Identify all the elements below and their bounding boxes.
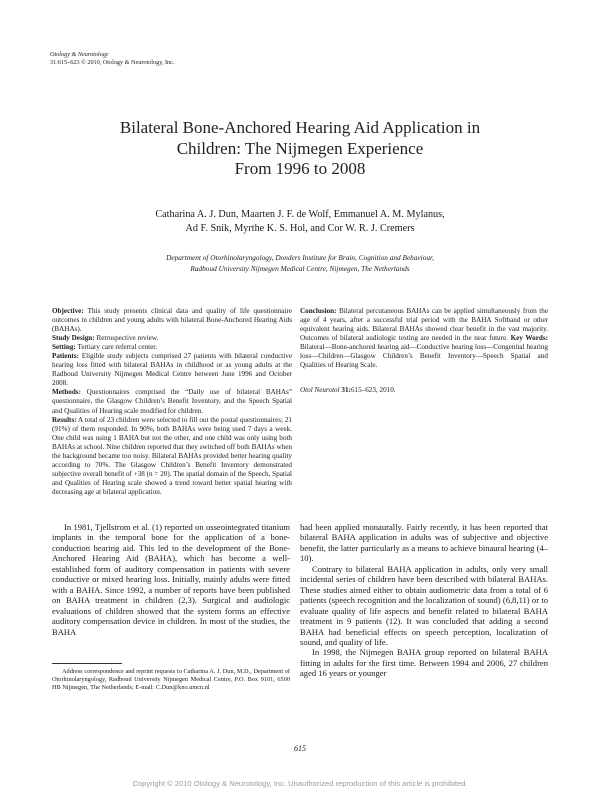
abstract-conclusion	[300, 307, 548, 370]
cite-journal: Otol Neurotol	[300, 386, 340, 395]
body-paragraph: In 1981, Tjellstrom et al. (1) reported on osseointegrated titanium implants in the temporal bone for the application of a bone-conduction hearing aid. This led to the development of the Bone-Anchored Hearing Aid (BAHA), which has become a well-established form of auditory compensation in patients with severe conductive or mixed hearing loss. Initially, mainly adults were fitted with a BAHA. Since 1992, a number of reports have been published on BAHA treatment in children (2,3). Surgical and audiologic evaluations of children showed that the system forms an effective auditory compensation device in children. In most of the studies, the BAHA	[52, 522, 290, 637]
title-line-3: From 1996 to 2008	[234, 159, 366, 178]
copyright-notice: Copyright © 2010 Otology & Neurotology, Inc. Unauthorized reproduction of this article is prohibited.	[132, 779, 468, 788]
patients-text: Eligible study subjects comprised 27 patients with bilateral conductive hearing loss fitted with bilateral BAHAs in childhood or as young adults at the Radboud University Nijmegen Medical Centre between June 1996 and October 2008.	[52, 352, 292, 388]
results-label: Results:	[52, 415, 77, 424]
affiliation-line-1: Department of Otorhinolaryngology, Donders Institute for Brain, Cognition and Behaviour,	[166, 253, 434, 262]
abstract-methods	[52, 388, 292, 415]
conclusion-text: Bilateral percutaneous BAHAs can be applied simultaneously from the age of 4 years, after a successful trial period with the BAHA Softband or other equivalent hearing aids. Bilateral BAHAs showed clear benefit in the vast majority. Outcomes of bilateral audiologic testing are needed in the near future.	[300, 307, 548, 343]
setting-label: Setting:	[52, 343, 76, 352]
journal-header	[50, 51, 174, 66]
journal-citation-line: 31:615–623 © 2010, Otology & Neurotology, Inc.	[50, 58, 175, 66]
objective-label: Objective:	[52, 307, 84, 315]
body-column-left	[52, 522, 290, 637]
body-paragraph: Contrary to bilateral BAHA application in adults, only very small incidental series of children have been described with bilateral BAHAs. These studies aimed either to obtain audiometric data from a total of 6 patients (speech recognition and the localization of sound) (6,8,11) or to evaluate quality of life aspects and benefit related to bilateral BAHA treatment in 9 patients (12). It was concluded that adding a second BAHA had beneficial effects on speech perception, localization of sound, and quality of life.	[300, 563, 548, 647]
abstract-column-left	[52, 307, 292, 497]
abstract-patients	[52, 352, 292, 388]
methods-label: Methods:	[52, 388, 81, 397]
cite-volume: 31:	[341, 386, 351, 395]
design-label: Study Design:	[52, 334, 95, 343]
affiliation	[80, 252, 520, 275]
methods-text: Questionnaires comprised the “Daily use of bilateral BAHAs” questionnaire, the Glasgow Children’s Benefit Inventory, and the Speech Spatial and Qualities of Hearing scale modified for children.	[52, 388, 292, 415]
title-line-2: Children: The Nijmegen Experience	[176, 138, 424, 158]
cite-pages: 615–623, 2010.	[350, 386, 396, 395]
body-column-right	[300, 522, 548, 679]
conclusion-label: Conclusion:	[300, 307, 337, 315]
patients-label: Patients:	[52, 352, 79, 361]
author-list	[90, 208, 510, 236]
abstract-column-right	[300, 307, 548, 395]
article-title	[60, 118, 540, 180]
keywords-text: Bilateral—Bone-anchored hearing aid—Conductive hearing loss—Congenital hearing loss—Children—Glasgow Children’s Benefit Inventory—Speech Spatial and Qualities of Hearing Scale.	[300, 343, 548, 370]
design-text: Retrospective review.	[94, 334, 159, 343]
footnote-divider	[52, 663, 122, 664]
abstract-results	[52, 416, 292, 497]
keywords-label: Key Words:	[510, 334, 548, 343]
abstract-citation	[300, 386, 548, 395]
authors-line-1: Catharina A. J. Dun, Maarten J. F. de Wolf, Emmanuel A. M. Mylanus,	[155, 209, 445, 220]
setting-text: Tertiary care referral center.	[75, 343, 158, 352]
affiliation-line-2: Radboud University Nijmegen Medical Centre, Nijmegen, The Netherlands	[190, 264, 410, 274]
abstract-setting	[52, 343, 292, 352]
title-line-1: Bilateral Bone-Anchored Hearing Aid Application in	[119, 118, 481, 137]
page-number: 615	[294, 744, 306, 753]
journal-name: Otology & Neurotology	[50, 51, 109, 58]
correspondence-footnote	[52, 668, 290, 692]
abstract-objective	[52, 307, 292, 334]
body-paragraph: In 1998, the Nijmegen BAHA group reported on bilateral BAHA fitting in adults for the first time. Between 1994 and 2006, 27 children aged 16 years or younger	[300, 647, 548, 679]
objective-text: This study presents clinical data and quality of life questionnaire outcomes in children and young adults with bilateral Bone-Anchored Hearing Aids (BAHAs).	[52, 307, 292, 334]
footnote-text: Address correspondence and reprint requests to Catharina A. J. Dun, M.D., Department of Otorhinolaryngology, Radboud University Nijmegen Medical Centre, P.O. Box 9101, 6500 HB Nijmegen, The Netherlands; E-mail: C.Dun@kno.umcn.nl	[52, 668, 290, 692]
body-paragraph: had been applied monaurally. Fairly recently, it has been reported that bilateral BAHA application in adults was of subjective and objective benefit, the latter particularly as a means to achieve binaural hearing (4–10).	[300, 522, 548, 564]
abstract-study-design	[52, 334, 292, 343]
results-text: A total of 23 children were selected to fill out the postal questionnaires; 21 (91%) of them responded. In 90%, both BAHAs were being used 7 days a week. One child was using 1 BAHA but not the other, and one child was only using both BAHAs at school. Nine children reported that they switched off both BAHAs when the background became too noisy. Bilateral BAHAs provided better hearing quality according to 70%. The Glasgow Children’s Benefit Inventory demonstrated subjective overall benefit of +38 (n = 20). The spatial domain of the Speech, Spatial and Qualities of Hearing scale showed a trend toward better spatial hearing with decreasing age at bilateral application.	[52, 415, 292, 496]
authors-line-2: Ad F. Snik, Myrthe K. S. Hol, and Cor W. R. J. Cremers	[185, 223, 415, 234]
